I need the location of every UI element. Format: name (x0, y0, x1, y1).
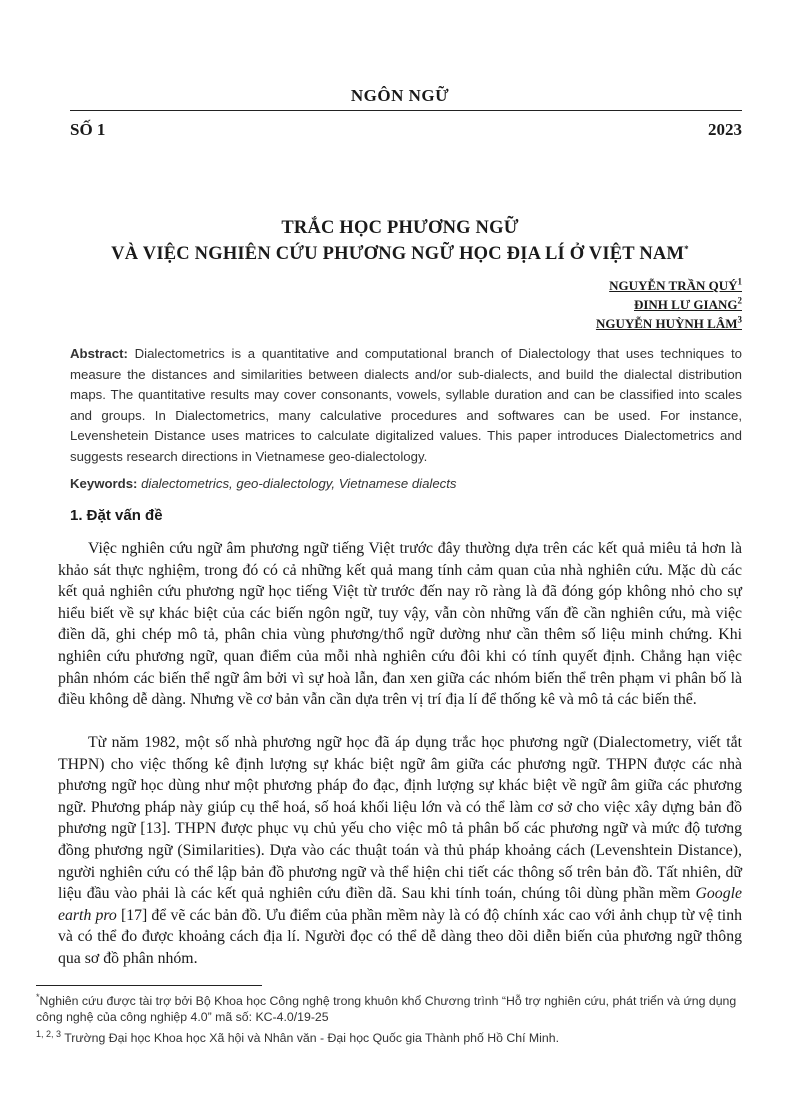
author-name: NGUYỄN HUỲNH LÂM (595, 316, 738, 331)
paragraph-text: Từ năm 1982, một số nhà phương ngữ học đã áp dụng trắc học phương ngữ (Dialectometry, viết tắt THPN) cho việc thống kê định lượng sự khác biệt ngữ âm giữa các phương ngữ. THPN được các nhà phương ngữ học dùng như một phương pháp đo đạc, định lượng sự khác biệt về ngữ âm giữa các phương ngữ. Phương pháp này giúp cụ thể hoá, số hoá khối liệu lớn và có thể làm cơ sở cho việc xây dựng bản đồ phương ngữ [13]. THPN được phục vụ chủ yếu cho việc mô tả phân bố các phương ngữ và mức độ tương đồng phương ngữ (Similarities). Dựa vào các thuật toán và thủ pháp khoảng cách (Levenshtein Distance), người nghiên cứu có thể lập bản đồ phương ngữ và thể hiện chi tiết các thông số trên bản đồ. Tất nhiên, dữ liệu đầu vào phải là các kết quả nghiên cứu điền dã. Sau khi tính toán, chúng tôi dùng phần mềm (58, 734, 742, 903)
author-name: ĐINH LƯ GIANG (633, 297, 738, 312)
body-paragraph-2 (58, 732, 742, 970)
author-affiliation-mark: 1 (737, 276, 742, 287)
footnote-funding (36, 993, 742, 1025)
footnote-text: Nghiên cứu được tài trợ bởi Bộ Khoa học Công nghệ trong khuôn khổ Chương trình “Hỗ trợ nghiên cứu, phát triển và ứng dụng công nghệ của công nghiệp 4.0” mã số: KC-4.0/19-25 (36, 994, 737, 1024)
keywords-label: Keywords: (70, 476, 138, 491)
footnote-affiliation (36, 1030, 742, 1046)
author-affiliation-mark: 2 (737, 295, 742, 306)
author-name: NGUYỄN TRẦN QUÝ (609, 278, 738, 293)
journal-name: NGÔN NGỮ (350, 86, 450, 105)
article-title-line-1: TRẮC HỌC PHƯƠNG NGỮ (281, 218, 519, 238)
article-title-line-2 (40, 244, 760, 265)
keywords-text: dialectometrics, geo-dialectology, Vietnamese dialects (137, 476, 457, 491)
footnote-mark: * (36, 991, 40, 1002)
author-affiliation-mark: 3 (737, 314, 742, 325)
body-paragraph-1: Việc nghiên cứu ngữ âm phương ngữ tiếng Việt trước đây thường dựa trên các kết quả miêu tả hơn là khảo sát thực nghiệm, trong đó có cả những kết quả mang tính cảm quan của nhà nghiên cứu. Mặc dù các kết quả nghiên cứu phương ngữ học tiếng Việt từ trước đến nay rõ ràng là đã đóng góp không nhỏ cho sự hiểu biết về sự khác biệt của các biến ngôn ngữ, tuy vậy, vẫn còn những vấn đề cần nghiên cứu, mà việc điền dã, ghi chép mô tả, phân chia vùng phương/thổ ngữ dường như cần thêm số liệu minh chứng. Khi nghiên cứu phương ngữ, quan điểm của mỗi nhà nghiên cứu đôi khi có tính quyết định. Chẳng hạn việc phân nhóm các biến thể ngữ âm bởi vì sự hoà lẫn, đan xen giữa các nhóm biến thể trên phạm vi phân bố là điều không dễ dàng. Nhưng về cơ bản vẫn cần dựa trên vị trí địa lí để thống kê và mô tả các biến thể. (58, 540, 742, 709)
software-name: Google earth pro (58, 885, 742, 924)
abstract-label: Abstract: (70, 346, 128, 361)
title-text: VÀ VIỆC NGHIÊN CỨU PHƯƠNG NGỮ HỌC ĐỊA LÍ Ở VIỆT NAM (111, 244, 685, 264)
author-list (596, 276, 742, 333)
author-3 (596, 314, 742, 333)
section-heading: 1. Đặt vấn đề (70, 507, 163, 524)
footnote-rule (36, 985, 262, 986)
header-rule (70, 110, 742, 111)
paragraph-text: [17] để vẽ các bản đồ. Ưu điểm của phần mềm này là có độ chính xác cao với ảnh chụp từ vệ tinh và có thể đo được khoảng cách địa lí. Người đọc có thể dễ dàng theo dõi diễn biến của phương ngữ thông qua sơ đồ phân nhóm. (58, 906, 742, 967)
footnote-text: Trường Đại học Khoa học Xã hội và Nhân văn - Đại học Quốc gia Thành phố Hồ Chí Minh. (61, 1031, 560, 1045)
issue-year: 2023 (708, 120, 742, 139)
author-1 (596, 276, 742, 295)
issue-number: SỐ 1 (70, 120, 106, 139)
footnote-mark: 1, 2, 3 (36, 1028, 62, 1039)
title-footnote-mark: * (684, 243, 689, 254)
abstract (70, 344, 742, 468)
keywords (70, 476, 742, 491)
abstract-text: Dialectometrics is a quantitative and computational branch of Dialectology that uses techniques to measure the distances and similarities between dialects and/or sub-dialects, and build the dialectal distribution maps. The quantitative results may cover consonants, vowels, syllable duration and can be classified into scales and groups. In Dialectometrics, many calculative procedures and softwares can be used. For instance, Levenshetein Distance uses matrices to calculate digitalized values. This paper introduces Dialectometrics and suggests research directions in Vietnamese geo-dialectology. (70, 346, 742, 464)
author-2 (596, 295, 742, 314)
